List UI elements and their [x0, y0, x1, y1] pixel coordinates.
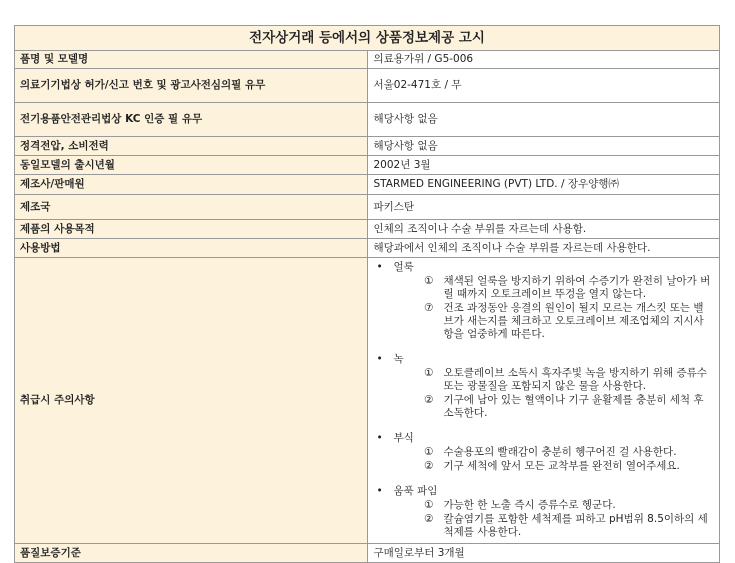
table-row	[15, 103, 720, 137]
table-row	[15, 220, 720, 239]
item-number: ①	[424, 446, 434, 458]
precaution-item	[394, 446, 714, 459]
precaution-group-title: 녹	[393, 353, 404, 365]
table-row	[15, 156, 720, 175]
table-row	[15, 69, 720, 103]
row-label: 제조사/판매원	[15, 175, 368, 195]
item-number: ②	[424, 460, 434, 472]
item-text: 채색된 얼룩을 방지하기 위하여 수증기가 완전히 날아가 버릴 때까지 오토크레이브 뚜겅을 열지 않는다.	[443, 275, 711, 300]
precaution-group	[374, 353, 714, 420]
row-label: 의료기기법상 허가/신고 번호 및 광고사전심의필 유무	[15, 69, 368, 103]
precaution-items	[394, 275, 714, 341]
row-value: 구매일로부터 3개월	[367, 544, 720, 563]
row-label: 정격전압, 소비전력	[15, 137, 368, 156]
precaution-group-title: 움푹 파임	[393, 485, 438, 497]
row-value: 해당과에서 인체의 조직이나 수술 부위를 자르는데 사용한다.	[367, 239, 720, 258]
item-number: ⑦	[424, 302, 434, 314]
precaution-item	[394, 394, 714, 420]
item-number: ②	[424, 394, 434, 406]
item-text: 수술용포의 빨래감이 충분히 헹구어진 걸 사용한다.	[443, 446, 677, 458]
row-label: 품명 및 모델명	[15, 51, 368, 69]
row-label: 동일모델의 출시년월	[15, 156, 368, 175]
table-title-row	[15, 26, 720, 51]
item-text: 기구 세척에 앞서 모든 교착부를 완전히 열어주세요.	[443, 460, 680, 472]
precautions-content	[367, 258, 720, 544]
row-value: 해당사항 없음	[367, 137, 720, 156]
precaution-item	[394, 499, 714, 512]
precaution-item	[394, 460, 714, 473]
row-label: 사용방법	[15, 239, 368, 258]
precaution-item	[394, 302, 714, 341]
table-row-precautions	[15, 258, 720, 544]
row-value: 서울02-471호 / 무	[367, 69, 720, 103]
row-value: 파키스탄	[367, 195, 720, 220]
item-text: 오토클레이브 소독시 흑자주빛 녹을 방지하기 위해 증류수 또는 광물질을 포함되지 않은 물을 사용한다.	[443, 367, 707, 392]
item-number: ①	[424, 275, 434, 287]
row-label: 제조국	[15, 195, 368, 220]
precaution-group	[374, 261, 714, 341]
row-label: 품질보증기준	[15, 544, 368, 563]
item-text: 칼슘염기를 포함한 세척제를 피하고 pH범위 8.5이하의 세척제를 사용한다.	[443, 513, 708, 538]
row-value: 인체의 조직이나 수술 부위를 자르는데 사용함.	[367, 220, 720, 239]
table-row	[15, 137, 720, 156]
precaution-item	[394, 367, 714, 393]
table-row	[15, 239, 720, 258]
item-text: 기구에 남아 있는 혈액이나 기구 윤활제를 충분히 세척 후 소독한다.	[443, 394, 704, 419]
row-label: 취급시 주의사항	[15, 258, 368, 544]
table-row	[15, 195, 720, 220]
item-text: 가능한 한 노출 즉시 증류수로 헹군다.	[443, 499, 616, 511]
row-value: 해당사항 없음	[367, 103, 720, 137]
table-title: 전자상거래 등에서의 상품정보제공 고시	[15, 26, 720, 51]
product-info-table	[14, 25, 720, 563]
precaution-group-title: 부식	[393, 432, 414, 444]
row-label: 제품의 사용목적	[15, 220, 368, 239]
product-info-notice	[14, 25, 720, 563]
row-label: 전기용품안전관리법상 KC 인증 필 유무	[15, 103, 368, 137]
precaution-item	[394, 275, 714, 301]
table-row	[15, 544, 720, 563]
item-number: ②	[424, 513, 434, 525]
table-row	[15, 175, 720, 195]
table-row	[15, 51, 720, 69]
row-value: STARMED ENGINEERING (PVT) LTD. / 장우양행㈜	[367, 175, 720, 195]
precaution-group	[374, 432, 714, 473]
item-number: ①	[424, 499, 434, 511]
precaution-items	[394, 499, 714, 539]
precaution-items	[394, 446, 714, 473]
item-number: ①	[424, 367, 434, 379]
precaution-item	[394, 513, 714, 539]
precaution-groups	[374, 261, 714, 539]
row-value: 2002년 3월	[367, 156, 720, 175]
precaution-group-title: 얼룩	[393, 261, 414, 273]
precaution-group	[374, 485, 714, 539]
precaution-items	[394, 367, 714, 420]
item-text: 건조 과정동안 응결의 원인이 될지 모르는 개스킷 또는 밸브가 새는지를 체크하고 오토크레이브 제조업체의 지시사항을 엄중하게 따른다.	[443, 302, 704, 340]
row-value: 의료용가위 / G5-006	[367, 51, 720, 69]
